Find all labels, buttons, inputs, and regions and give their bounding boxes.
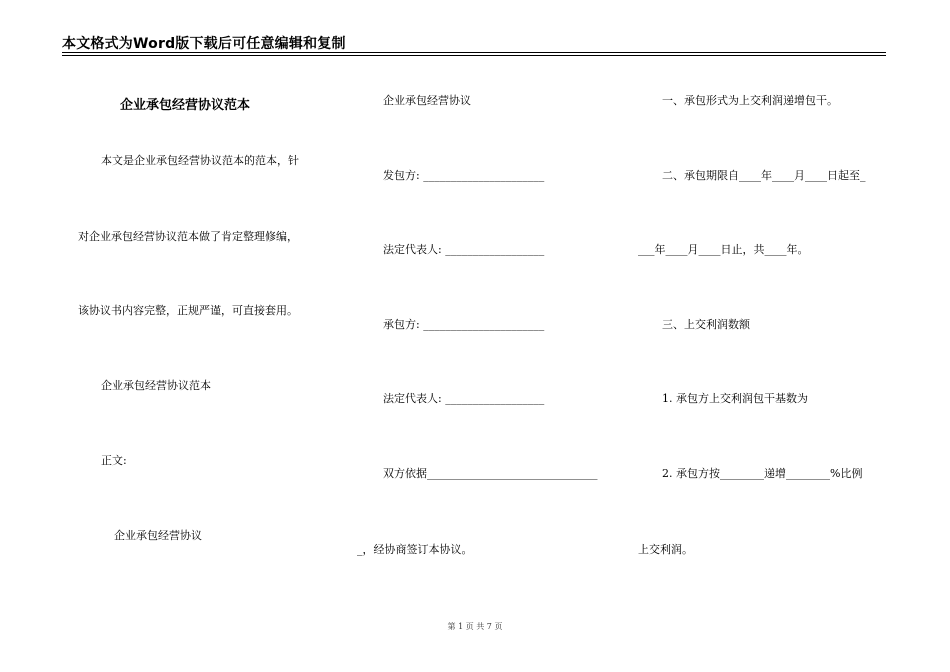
basis-continuation: _，经协商签订本协议。 [357, 543, 473, 556]
basis-field: 双方依据_______________________________ [383, 467, 598, 480]
header-rule [62, 52, 886, 53]
section-heading: 企业承包经营协议范本 [101, 379, 211, 392]
document-header-title: 本文格式为Word版下载后可任意编辑和复制 [62, 36, 346, 52]
clause-3-item-2-continuation: 上交利润。 [638, 543, 693, 556]
clause-2: 二、承包期限自____年____月____日起至_ [662, 169, 866, 182]
page-number: 第 1 页 共 7 页 [447, 622, 503, 631]
body-label: 正文: [101, 454, 127, 467]
header-rule-thin [62, 55, 886, 56]
intro-line-1: 本文是企业承包经营协议范本的范本，针 [101, 154, 299, 167]
clause-3-item-2: 2. 承包方按________递增________%比例 [662, 467, 863, 480]
document-title: 企业承包经营协议范本 [120, 98, 251, 113]
agreement-heading: 企业承包经营协议 [383, 94, 471, 107]
contractor-field: 承包方: ______________________ [383, 318, 545, 331]
legal-rep-field-1: 法定代表人: __________________ [383, 243, 545, 256]
clause-1: 一、承包形式为上交利润递增包干。 [662, 94, 838, 107]
agreement-name: 企业承包经营协议 [114, 529, 202, 542]
clause-3-item-1: 1. 承包方上交利润包干基数为 [662, 392, 808, 405]
legal-rep-field-2: 法定代表人: __________________ [383, 392, 545, 405]
intro-line-2: 对企业承包经营协议范本做了肯定整理修编， [78, 230, 298, 243]
clause-2-continuation: ___年____月____日止，共____年。 [638, 243, 809, 256]
clause-3: 三、上交利润数额 [662, 318, 750, 331]
intro-line-3: 该协议书内容完整，正规严谨，可直接套用。 [78, 304, 298, 317]
contractor-issuer-field: 发包方: ______________________ [383, 169, 545, 182]
